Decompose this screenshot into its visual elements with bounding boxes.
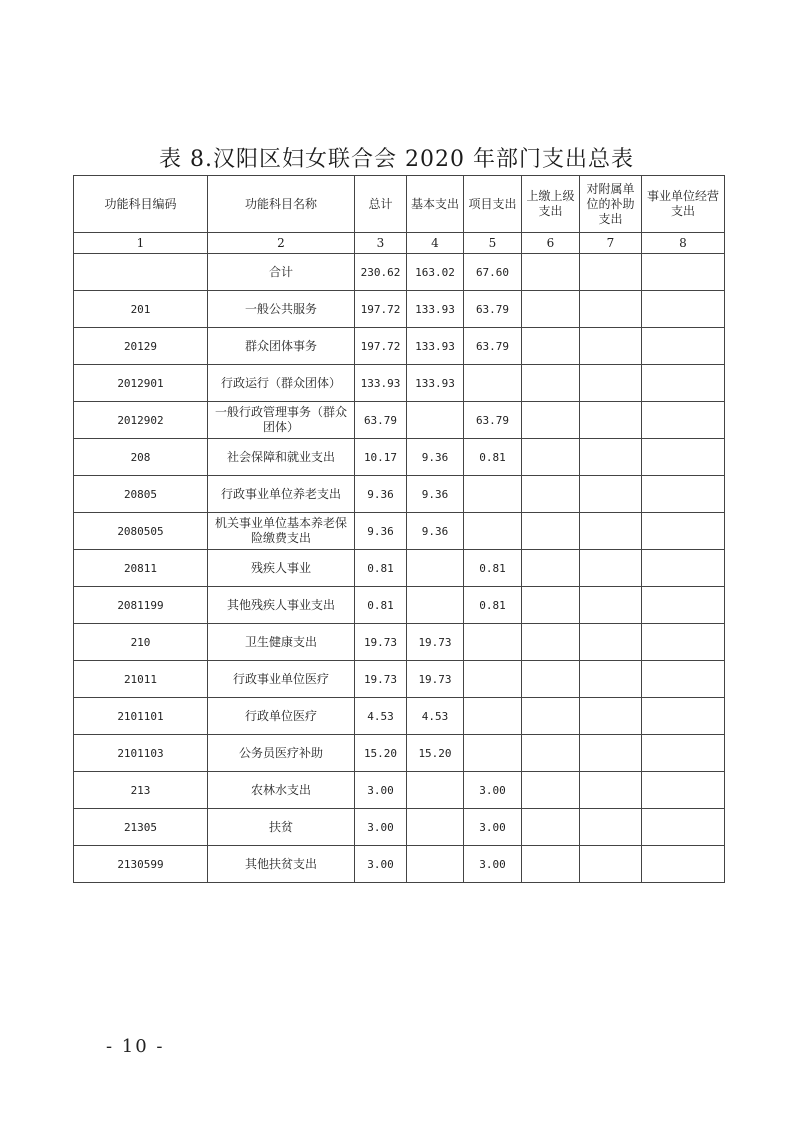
table-row [74,254,725,291]
business-cell [642,365,725,402]
name-cell: 一般行政管理事务（群众团体） [208,402,355,439]
table-row [74,735,725,772]
basic-cell: 133.93 [407,365,464,402]
total-cell: 15.20 [355,735,407,772]
business-cell [642,846,725,883]
name-cell: 扶贫 [208,809,355,846]
total-cell: 3.00 [355,772,407,809]
total-cell: 197.72 [355,328,407,365]
table-row [74,846,725,883]
basic-cell [407,587,464,624]
name-cell: 行政运行（群众团体） [208,365,355,402]
total-cell: 3.00 [355,809,407,846]
project-cell: 0.81 [464,439,522,476]
business-cell [642,513,725,550]
upper-level-cell [522,661,580,698]
name-cell: 社会保障和就业支出 [208,439,355,476]
total-cell: 133.93 [355,365,407,402]
upper-level-cell [522,254,580,291]
project-cell: 63.79 [464,328,522,365]
upper-level-cell [522,846,580,883]
code-cell: 2081199 [74,587,208,624]
total-cell: 197.72 [355,291,407,328]
table-row [74,476,725,513]
basic-cell [407,402,464,439]
name-cell: 行政单位医疗 [208,698,355,735]
column-number: 8 [642,233,725,254]
code-cell: 213 [74,772,208,809]
upper-level-cell [522,624,580,661]
total-cell: 0.81 [355,587,407,624]
business-cell [642,439,725,476]
total-cell: 19.73 [355,624,407,661]
total-cell: 10.17 [355,439,407,476]
header-cell: 功能科目编码 [74,176,208,233]
upper-level-cell [522,587,580,624]
code-cell: 208 [74,439,208,476]
basic-cell: 9.36 [407,513,464,550]
basic-cell: 9.36 [407,476,464,513]
basic-cell: 133.93 [407,328,464,365]
basic-cell: 4.53 [407,698,464,735]
header-cell: 基本支出 [407,176,464,233]
table-row [74,587,725,624]
basic-cell [407,550,464,587]
column-number: 1 [74,233,208,254]
business-cell [642,624,725,661]
basic-cell: 133.93 [407,291,464,328]
name-cell: 合计 [208,254,355,291]
subsidiary-cell [580,624,642,661]
column-number-row [74,233,725,254]
code-cell: 21305 [74,809,208,846]
upper-level-cell [522,328,580,365]
name-cell: 机关事业单位基本养老保险缴费支出 [208,513,355,550]
table-row [74,365,725,402]
name-cell: 公务员医疗补助 [208,735,355,772]
upper-level-cell [522,772,580,809]
subsidiary-cell [580,476,642,513]
subsidiary-cell [580,291,642,328]
project-cell: 3.00 [464,846,522,883]
code-cell: 21011 [74,661,208,698]
code-cell: 2012901 [74,365,208,402]
business-cell [642,661,725,698]
basic-cell: 19.73 [407,624,464,661]
total-cell: 63.79 [355,402,407,439]
table-row [74,439,725,476]
code-cell: 2080505 [74,513,208,550]
total-cell: 9.36 [355,476,407,513]
subsidiary-cell [580,698,642,735]
project-cell: 3.00 [464,809,522,846]
upper-level-cell [522,402,580,439]
name-cell: 其他残疾人事业支出 [208,587,355,624]
project-cell [464,661,522,698]
basic-cell [407,772,464,809]
total-cell: 0.81 [355,550,407,587]
column-number: 3 [355,233,407,254]
subsidiary-cell [580,735,642,772]
header-row [74,176,725,233]
name-cell: 卫生健康支出 [208,624,355,661]
name-cell: 行政事业单位养老支出 [208,476,355,513]
upper-level-cell [522,550,580,587]
code-cell: 2130599 [74,846,208,883]
name-cell: 残疾人事业 [208,550,355,587]
upper-level-cell [522,365,580,402]
header-cell: 上缴上级支出 [522,176,580,233]
header-cell: 项目支出 [464,176,522,233]
project-cell: 3.00 [464,772,522,809]
code-cell: 2101103 [74,735,208,772]
code-cell: 201 [74,291,208,328]
project-cell: 67.60 [464,254,522,291]
subsidiary-cell [580,513,642,550]
upper-level-cell [522,809,580,846]
subsidiary-cell [580,328,642,365]
basic-cell [407,846,464,883]
table-row [74,291,725,328]
business-cell [642,698,725,735]
subsidiary-cell [580,439,642,476]
project-cell [464,365,522,402]
subsidiary-cell [580,661,642,698]
project-cell [464,513,522,550]
header-cell: 总计 [355,176,407,233]
upper-level-cell [522,698,580,735]
project-cell [464,624,522,661]
code-cell: 20811 [74,550,208,587]
subsidiary-cell [580,254,642,291]
name-cell: 其他扶贫支出 [208,846,355,883]
project-cell [464,735,522,772]
header-cell: 对附属单位的补助支出 [580,176,642,233]
expenditure-table [73,175,725,883]
upper-level-cell [522,513,580,550]
column-number: 2 [208,233,355,254]
business-cell [642,328,725,365]
business-cell [642,550,725,587]
column-number: 6 [522,233,580,254]
project-cell: 0.81 [464,550,522,587]
basic-cell: 9.36 [407,439,464,476]
total-cell: 3.00 [355,846,407,883]
subsidiary-cell [580,772,642,809]
business-cell [642,772,725,809]
basic-cell: 19.73 [407,661,464,698]
business-cell [642,402,725,439]
code-cell: 2101101 [74,698,208,735]
project-cell: 0.81 [464,587,522,624]
total-cell: 19.73 [355,661,407,698]
code-cell: 210 [74,624,208,661]
subsidiary-cell [580,402,642,439]
table-row [74,698,725,735]
basic-cell: 15.20 [407,735,464,772]
code-cell: 20805 [74,476,208,513]
code-cell: 20129 [74,328,208,365]
business-cell [642,476,725,513]
basic-cell: 163.02 [407,254,464,291]
table-row [74,550,725,587]
column-number: 7 [580,233,642,254]
project-cell: 63.79 [464,291,522,328]
page-title: 表 8.汉阳区妇女联合会 2020 年部门支出总表 [159,147,634,172]
business-cell [642,809,725,846]
upper-level-cell [522,439,580,476]
subsidiary-cell [580,550,642,587]
header-cell: 事业单位经营支出 [642,176,725,233]
business-cell [642,735,725,772]
upper-level-cell [522,735,580,772]
total-cell: 4.53 [355,698,407,735]
table-row [74,809,725,846]
business-cell [642,587,725,624]
subsidiary-cell [580,365,642,402]
header-cell: 功能科目名称 [208,176,355,233]
upper-level-cell [522,476,580,513]
total-cell: 9.36 [355,513,407,550]
code-cell: 2012902 [74,402,208,439]
project-cell [464,698,522,735]
business-cell [642,254,725,291]
name-cell: 农林水支出 [208,772,355,809]
table-row [74,513,725,550]
name-cell: 行政事业单位医疗 [208,661,355,698]
table-row [74,402,725,439]
code-cell [74,254,208,291]
name-cell: 一般公共服务 [208,291,355,328]
business-cell [642,291,725,328]
table-row [74,328,725,365]
project-cell: 63.79 [464,402,522,439]
upper-level-cell [522,291,580,328]
table-row [74,661,725,698]
total-cell: 230.62 [355,254,407,291]
table-row [74,772,725,809]
subsidiary-cell [580,587,642,624]
table-row [74,624,725,661]
column-number: 5 [464,233,522,254]
basic-cell [407,809,464,846]
column-number: 4 [407,233,464,254]
subsidiary-cell [580,809,642,846]
project-cell [464,476,522,513]
subsidiary-cell [580,846,642,883]
name-cell: 群众团体事务 [208,328,355,365]
page-number: - 10 - [106,1036,165,1057]
